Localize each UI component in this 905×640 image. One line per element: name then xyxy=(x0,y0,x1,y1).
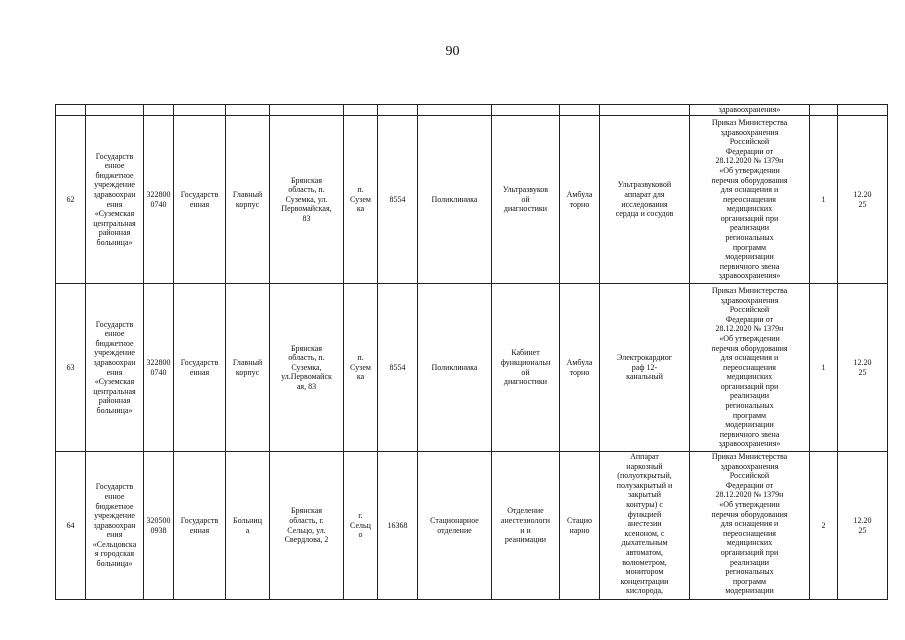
settlement: п. Сузем ка xyxy=(344,116,378,284)
population: 8554 xyxy=(378,284,418,452)
equipment-name: Аппарат наркозный (полуоткрытый, полузакрытый и закрытый контуры) с функцией анестезии ксеноном, с дыхательным автоматом, волюметром, монитором концентрации кислорода, xyxy=(600,452,690,600)
quantity: 1 xyxy=(810,284,838,452)
row-number: 63 xyxy=(56,284,86,452)
organization-name: Государств енное бюджетное учреждение здравоохран ения «Сельцовска я городская больница» xyxy=(86,452,144,600)
unit-type: Стационарное отделение xyxy=(418,452,492,600)
equipment-table xyxy=(55,104,872,600)
organization-name: Государств енное бюджетное учреждение здравоохран ения «Суземская центральная районная больница» xyxy=(86,284,144,452)
legal-basis: Приказ Министерства здравоохранения Российской Федерации от 28.12.2020 № 1379н «Об утверждении перечня оборудования для оснащения и переоснащения медицинских организаций при реализации региональных программ модернизации xyxy=(690,452,810,600)
equipment-name: Ультразвуковой аппарат для исследования сердца и сосудов xyxy=(600,116,690,284)
organization-name: Государств енное бюджетное учреждение здравоохран ения «Суземская центральная районная больница» xyxy=(86,116,144,284)
settlement: п. Сузем ка xyxy=(344,284,378,452)
legal-basis: Приказ Министерства здравоохранения Российской Федерации от 28.12.2020 № 1379н «Об утверждении перечня оборудования для оснащения и переоснащения медицинских организаций при реализации региональных программ модернизации первичного звена здравоохранения» xyxy=(690,284,810,452)
address: Брянская область, п. Суземка, ул. Первомайская, 83 xyxy=(270,116,344,284)
quantity: 2 xyxy=(810,452,838,600)
unit-type: Поликлиника xyxy=(418,116,492,284)
ownership-form: Государств енная xyxy=(174,116,226,284)
address: Брянская область, г. Сельцо, ул. Свердлова, 2 xyxy=(270,452,344,600)
building-name: Больниц а xyxy=(226,452,270,600)
page-number: 90 xyxy=(445,44,460,59)
population: 16368 xyxy=(378,452,418,600)
due-date: 12.20 25 xyxy=(838,116,888,284)
care-conditions: Амбула торно xyxy=(560,116,600,284)
building-name: Главный корпус xyxy=(226,284,270,452)
address: Брянская область, п. Суземка, ул.Первомайск ая, 83 xyxy=(270,284,344,452)
due-date: 12.20 25 xyxy=(838,284,888,452)
building-name: Главный корпус xyxy=(226,116,270,284)
continuation-cell: здравоохранения» xyxy=(690,105,810,116)
care-conditions: Амбула торно xyxy=(560,284,600,452)
population: 8554 xyxy=(378,116,418,284)
settlement: г. Сельц о xyxy=(344,452,378,600)
ownership-form: Государств енная xyxy=(174,284,226,452)
quantity: 1 xyxy=(810,116,838,284)
unit-type: Поликлиника xyxy=(418,284,492,452)
row-number: 64 xyxy=(56,452,86,600)
due-date: 12.20 25 xyxy=(838,452,888,600)
table-row xyxy=(56,452,888,600)
legal-basis: Приказ Министерства здравоохранения Российской Федерации от 28.12.2020 № 1379н «Об утверждении перечня оборудования для оснащения и переоснащения медицинских организаций при реализации региональных программ модернизации первичного звена здравоохранения» xyxy=(690,116,810,284)
department: Кабинет функциональн ой диагностики xyxy=(492,284,560,452)
organization-code: 322800 0740 xyxy=(144,284,174,452)
table-row xyxy=(56,116,888,284)
department: Отделение анестезиологи и и реанимации xyxy=(492,452,560,600)
ownership-form: Государств енная xyxy=(174,452,226,600)
row-number: 62 xyxy=(56,116,86,284)
equipment-name: Электрокардиог раф 12- канальный xyxy=(600,284,690,452)
continuation-row xyxy=(56,105,888,116)
organization-code: 320500 0938 xyxy=(144,452,174,600)
care-conditions: Стацио нарно xyxy=(560,452,600,600)
table-row xyxy=(56,284,888,452)
organization-code: 322800 0740 xyxy=(144,116,174,284)
department: Ультразвуков ой диагностики xyxy=(492,116,560,284)
